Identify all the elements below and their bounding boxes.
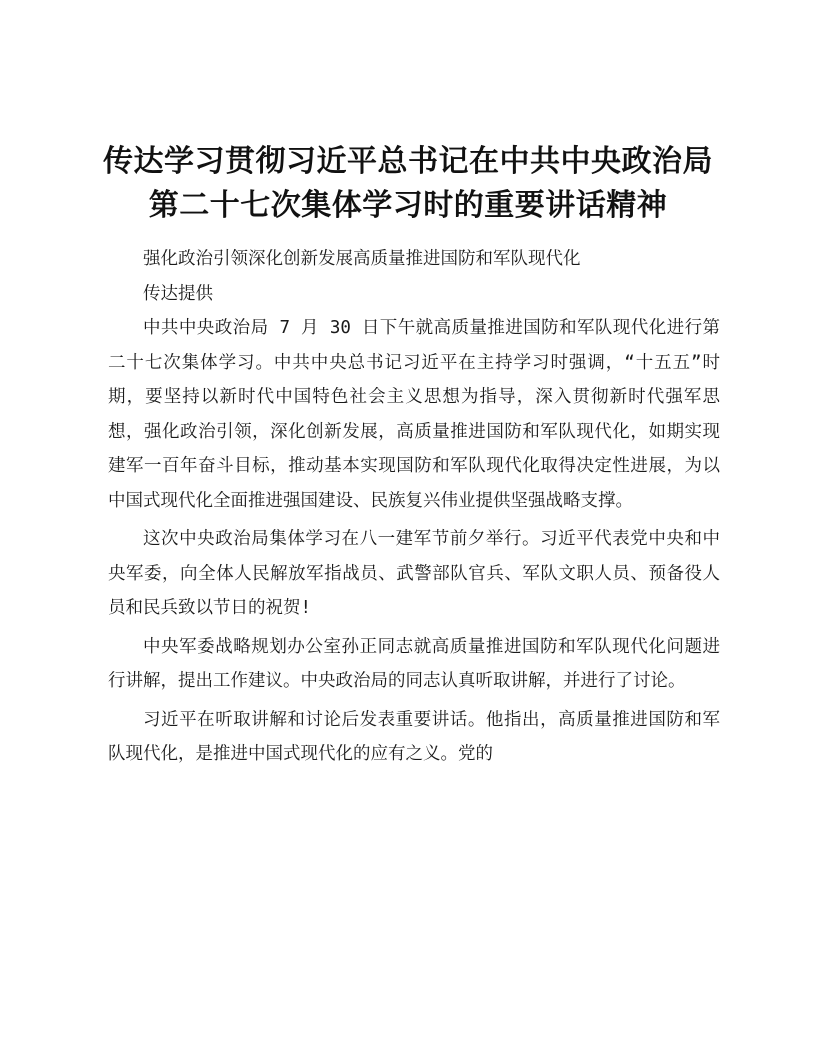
subtitle: 强化政治引领深化创新发展高质量推进国防和军队现代化 [143,249,581,269]
paragraph-1: 中共中央政治局 7 月 30 日下午就高质量推进国防和军队现代化进行第二十七次集体学习。中共中央总书记习近平在主持学习时强调，“十五五”时期，要坚持以新时代中国特色社会主义思想为指导，深入贯彻新时代强军思想，强化政治引领，深化创新发展，高质量推进国防和军队现代化，如期实现建军一百年奋斗目标，推动基本实现国防和军队现代化取得决定性进展，为以中国式现代化全面推进强国建设、民族复兴伟业提供坚强战略支撑。 [108,318,720,511]
paragraph-3: 中央军委战略规划办公室孙正同志就高质量推进国防和军队现代化问题进行讲解，提出工作建议。中央政治局的同志认真听取讲解，并进行了讨论。 [108,636,720,691]
document-title [60,140,756,228]
document-body [108,242,720,772]
source-line: 传达提供 [143,283,213,304]
paragraph-4: 习近平在听取讲解和讨论后发表重要讲话。他指出，高质量推进国防和军队现代化，是推进中国式现代化的应有之义。党的 [108,709,720,764]
paragraph-2: 这次中央政治局集体学习在八一建军节前夕举行。习近平代表党中央和中央军委，向全体人民解放军指战员、武警部队官兵、军队文职人员、预备役人员和民兵致以节日的祝贺! [108,529,720,618]
title-line-1: 传达学习贯彻习近平总书记在中共中央政治局 [103,144,713,179]
title-line-2: 第二十七次集体学习时的重要讲话精神 [148,188,668,223]
